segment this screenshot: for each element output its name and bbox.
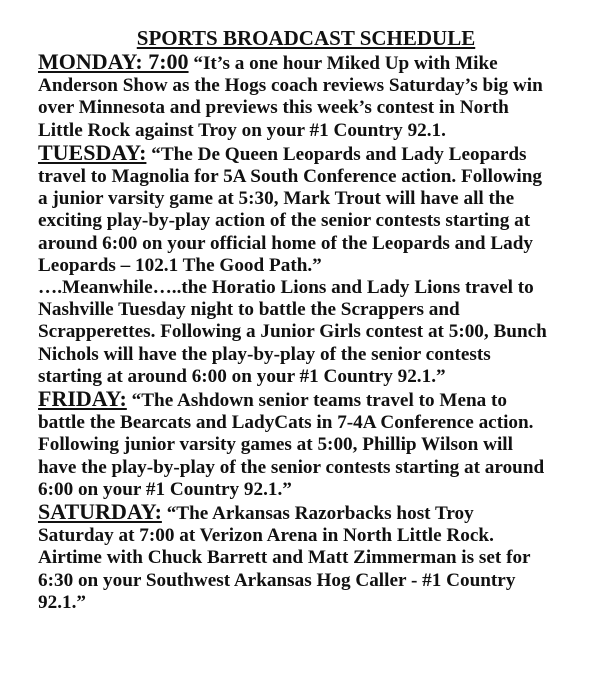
friday-line-3: Following junior varsity games at 5:00, Phillip Wilson will bbox=[38, 434, 513, 456]
page-title: SPORTS BROADCAST SCHEDULE bbox=[136, 26, 476, 50]
tuesday-line-3: a junior varsity game at 5:30, Mark Trout will have all the bbox=[38, 188, 515, 210]
friday-line-2: battle the Bearcats and LadyCats in 7-4A Conference action. bbox=[38, 412, 534, 434]
friday-line-1: FRIDAY: “The Ashdown senior teams travel to Mena to bbox=[38, 386, 508, 412]
meanwhile-line-4: Nichols will have the play-by-play of the senior contests bbox=[38, 343, 491, 365]
monday-line-3: over Minnesota and previews this week’s contest in North bbox=[38, 97, 509, 119]
friday-line-5: 6:00 on your #1 Country 92.1.” bbox=[38, 478, 292, 500]
tuesday-line-1: TUESDAY: “The De Queen Leopards and Lady Leopards bbox=[38, 139, 527, 165]
tuesday-line-2: travel to Magnolia for 5A South Conference action. Following bbox=[38, 166, 542, 188]
meanwhile-line-5: starting at around 6:00 on your #1 Country 92.1.” bbox=[38, 365, 446, 387]
monday-line-2: Anderson Show as the Hogs coach reviews Saturday’s big win bbox=[38, 75, 543, 97]
tuesday-line-6: Leopards – 102.1 The Good Path.” bbox=[38, 254, 322, 276]
monday-line-4: Little Rock against Troy on your #1 Country 92.1. bbox=[38, 119, 446, 141]
saturday-line-2: Saturday at 7:00 at Verizon Arena in North Little Rock. bbox=[38, 525, 494, 547]
saturday-line-4: 6:30 on your Southwest Arkansas Hog Caller - #1 Country bbox=[38, 569, 516, 591]
saturday-line-1: SATURDAY: “The Arkansas Razorbacks host Troy bbox=[38, 499, 474, 525]
meanwhile-line-1: ….Meanwhile…..the Horatio Lions and Lady Lions travel to bbox=[38, 277, 534, 299]
tuesday-line-5: around 6:00 on your official home of the Leopards and Lady bbox=[38, 232, 534, 254]
friday-line-4: have the play-by-play of the senior contests starting at around bbox=[38, 456, 545, 478]
monday-line-1: MONDAY: 7:00 “It’s a one hour Miked Up with Mike bbox=[38, 49, 498, 74]
meanwhile-line-3: Scrapperettes. Following a Junior Girls contest at 5:00, Bunch bbox=[38, 321, 547, 343]
schedule-body bbox=[38, 51, 604, 614]
meanwhile-line-2: Nashville Tuesday night to battle the Scrappers and bbox=[38, 299, 460, 321]
tuesday-line-4: exciting play-by-play action of the senior contests starting at bbox=[38, 210, 531, 232]
saturday-line-5: 92.1.” bbox=[38, 591, 86, 613]
day-heading-saturday: SATURDAY: bbox=[38, 499, 162, 525]
day-heading-tuesday: TUESDAY: bbox=[38, 139, 147, 165]
day-heading-friday: FRIDAY: bbox=[38, 386, 127, 412]
saturday-line-3: Airtime with Chuck Barrett and Matt Zimmerman is set for bbox=[38, 547, 531, 569]
day-heading-monday: MONDAY: 7:00 bbox=[38, 49, 189, 74]
